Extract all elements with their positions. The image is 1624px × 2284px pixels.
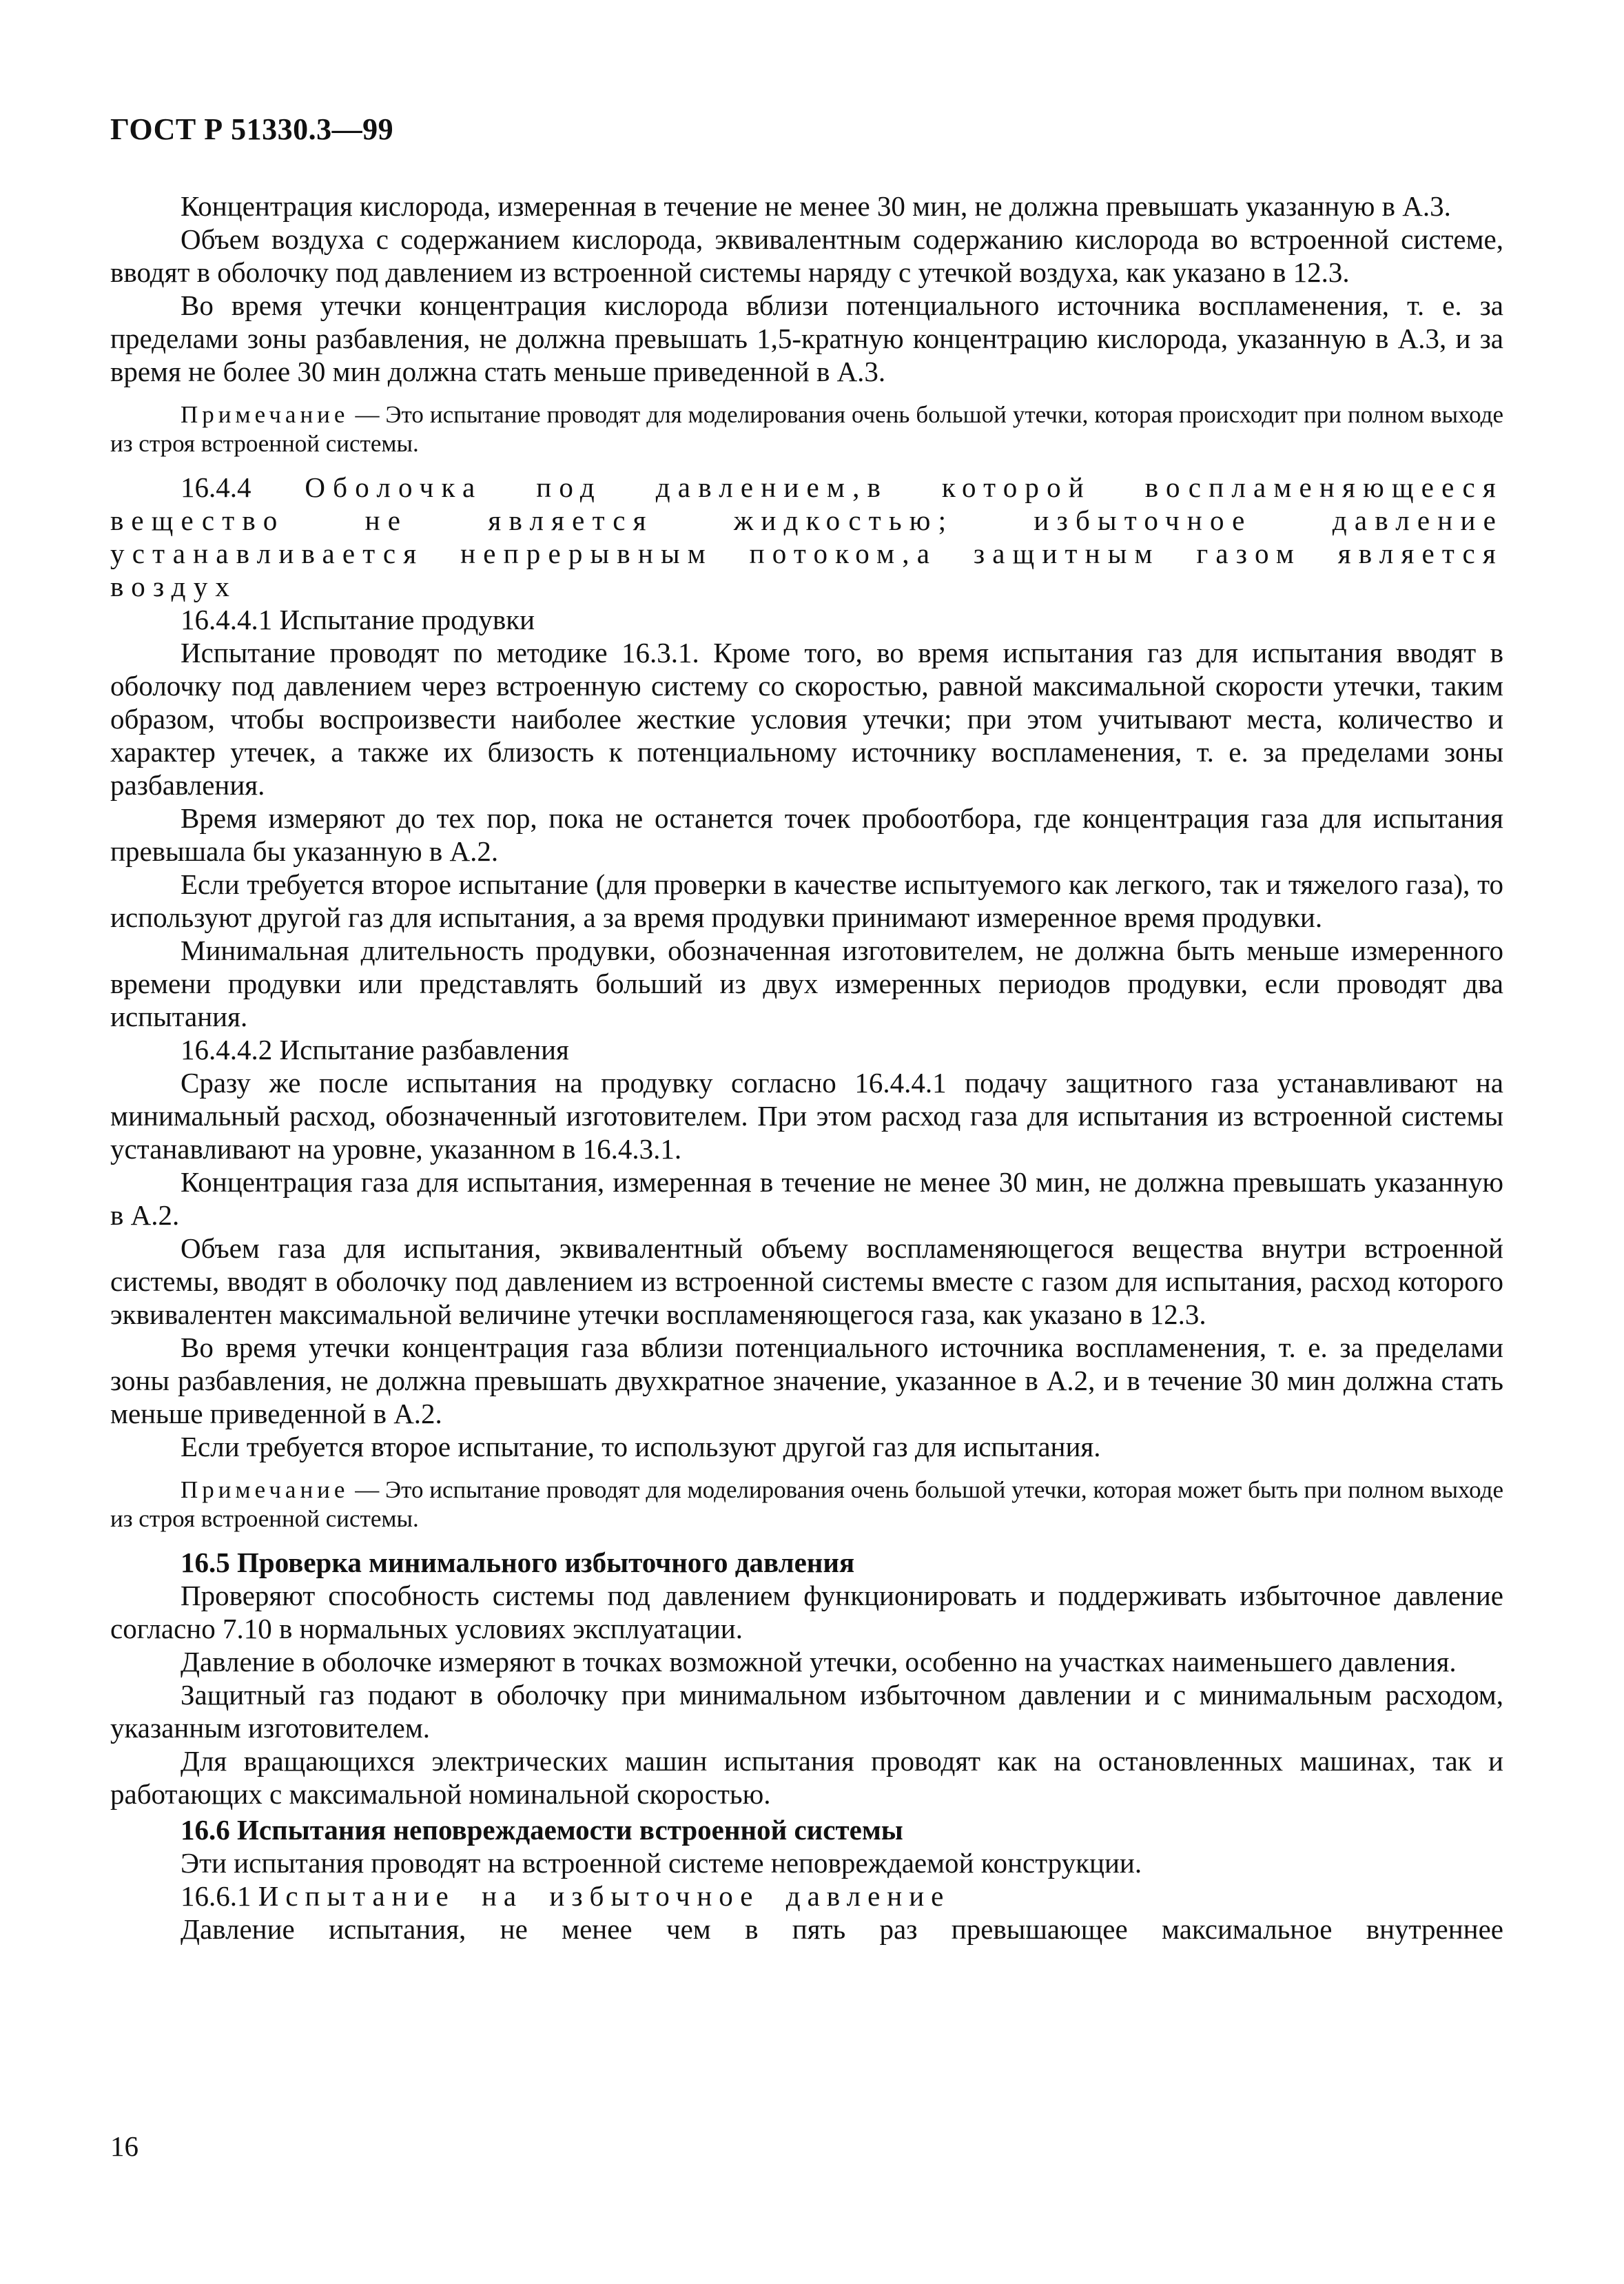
note bbox=[110, 1476, 1503, 1533]
paragraph: Сразу же после испытания на продувку согласно 16.4.4.1 подачу защитного газа устанавливают на минимальный расход, обозначенный изготовителем. При этом расход газа для испытания из встроенной системы устанавливают на уровне, указанном в 16.4.3.1. bbox=[110, 1067, 1503, 1165]
paragraph: Во время утечки концентрация кислорода вблизи потенциального источника воспламенения, т. е. за пределами зоны разбавления, не должна превышать 1,5-кратную концентрацию кислорода, указанную в А.3, и за время не более 30 мин должна стать меньше приведенной в А.3. bbox=[110, 289, 1503, 387]
paragraph: Испытание проводят по методике 16.3.1. Кроме того, во время испытания газ для испытания вводят в оболочку под давлением через встроенную систему со скоростью, равной максимальной скорости утечки, таким образом, чтобы воспроизвести наиболее жесткие условия утечки; при этом учитывают места, количество и характер утечек, а также их близость к потенциальному источнику воспламенения, т. е. за пределами зоны разбавления. bbox=[110, 637, 1503, 801]
paragraph: Для вращающихся электрических машин испытания проводят как на остановленных машинах, так и работающих с максимальной номинальной скоростью. bbox=[110, 1745, 1503, 1810]
section-number: 16.4.4 bbox=[181, 471, 251, 503]
subsection-heading-16-4-4-1: 16.4.4.1 Испытание продувки bbox=[181, 604, 535, 635]
subsection-heading-16-6-1 bbox=[110, 1879, 1503, 1913]
document-body bbox=[110, 190, 1503, 1946]
section-heading-16-5: 16.5 Проверка минимального избыточного давления bbox=[181, 1547, 855, 1578]
paragraph: Концентрация кислорода, измеренная в течение не менее 30 мин, не должна превышать указанную в А.3. bbox=[181, 190, 1451, 222]
paragraph: Время измеряют до тех пор, пока не останется точек пробоотбора, где концентрация газа для испытания превышала бы указанную в А.2. bbox=[110, 802, 1503, 867]
paragraph: Минимальная длительность продувки, обозначенная изготовителем, не должна быть меньше измеренного времени продувки или представлять больший из двух измеренных периодов продувки, если проводят два испытания. bbox=[110, 935, 1503, 1032]
paragraph: Во время утечки концентрация газа вблизи потенциального источника воспламенения, т. е. за пределами зоны разбавления, не должна превышать двухкратное значение, указанное в А.2, и в течение 30 мин должна стать меньше приведенной в А.2. bbox=[110, 1332, 1503, 1429]
note-label: Примечание bbox=[181, 401, 349, 428]
section-heading-16-6: 16.6 Испытания неповреждаемости встроенной системы bbox=[181, 1814, 903, 1846]
section-number: 16.6.1 bbox=[181, 1880, 251, 1912]
paragraph: Концентрация газа для испытания, измеренная в течение не менее 30 мин, не должна превышать указанную в А.2. bbox=[110, 1166, 1503, 1231]
paragraph: Объем воздуха с содержанием кислорода, эквивалентным содержанию кислорода во встроенной системе, вводят в оболочку под давлением из встроенной системы наряду с утечкой воздуха, как указано в 12.3. bbox=[110, 223, 1503, 288]
paragraph: Если требуется второе испытание (для проверки в качестве испытуемого как легкого, так и тяжелого газа), то используют другой газ для испытания, а за время продувки принимают измеренное время продувки. bbox=[110, 868, 1503, 933]
section-title: Оболочка под давлением,в которой воспламеняющееся вещество не является жидкостью; избыточное давление устанавливается непрерывным потоком,а защитным газом является воздух bbox=[110, 471, 1503, 602]
note-label: Примечание bbox=[181, 1476, 349, 1503]
paragraph: Давление испытания, не менее чем в пять раз превышающее максимальное внутреннее bbox=[181, 1913, 1503, 1945]
paragraph: Эти испытания проводят на встроенной системе неповреждаемой конструкции. bbox=[181, 1847, 1142, 1879]
page-number: 16 bbox=[110, 2130, 138, 2162]
subsection-heading-16-4-4-2: 16.4.4.2 Испытание разбавления bbox=[181, 1034, 569, 1065]
section-heading-16-4-4 bbox=[110, 471, 1503, 603]
paragraph: Давление в оболочке измеряют в точках возможной утечки, особенно на участках наименьшего давления. bbox=[181, 1646, 1457, 1678]
note bbox=[110, 400, 1503, 458]
section-title: Испытание на избыточное давление bbox=[258, 1880, 951, 1912]
paragraph: Проверяют способность системы под давлением функционировать и поддерживать избыточное давление согласно 7.10 в нормальных условиях эксплуатации. bbox=[110, 1580, 1503, 1644]
document-header: ГОСТ Р 51330.3—99 bbox=[110, 112, 394, 146]
note-text: — Это испытание проводят для моделирования очень большой утечки, которая происходит при полном выходе из строя встроенной системы. bbox=[110, 401, 1503, 457]
paragraph: Защитный газ подают в оболочку при минимальном избыточном давлении и с минимальным расходом, указанным изготовителем. bbox=[110, 1679, 1503, 1744]
paragraph: Объем газа для испытания, эквивалентный объему воспламеняющегося вещества внутри встроенной системы, вводят в оболочку под давлением из встроенной системы вместе с газом для испытания, расход которого эквивалентен максимальной величине утечки воспламеняющегося газа, как указано в 12.3. bbox=[110, 1232, 1503, 1330]
note-text: — Это испытание проводят для моделирования очень большой утечки, которая может быть при полном выходе из строя встроенной системы. bbox=[110, 1476, 1504, 1532]
paragraph: Если требуется второе испытание, то используют другой газ для испытания. bbox=[181, 1431, 1101, 1462]
